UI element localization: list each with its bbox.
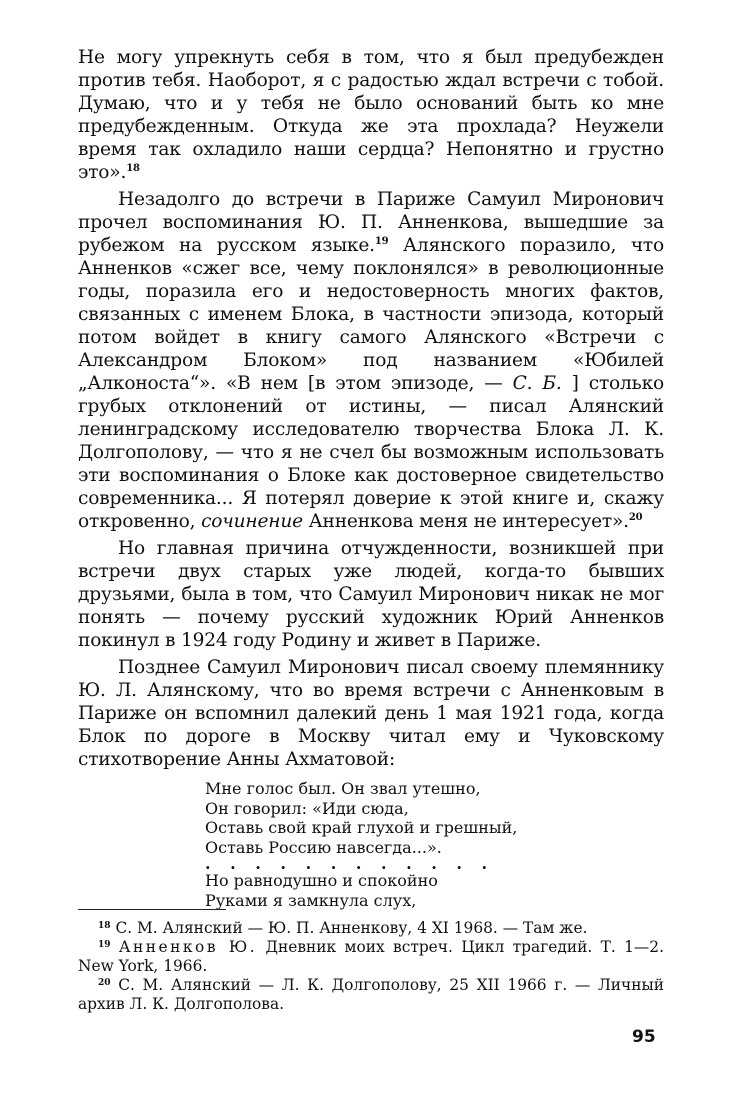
page-number: 95	[632, 1027, 656, 1047]
footnote-number: 19	[98, 940, 111, 950]
poem-quote	[205, 779, 664, 910]
footnote	[78, 919, 664, 938]
footnote-ref[interactable]: 18	[126, 163, 140, 174]
paragraph	[78, 46, 664, 184]
paragraph-text: Алянского поразило, что Анненков «сжег все, чему поклонялся» в революционные годы, поразила его и недостоверность многих фактов, связанных с именем Блока, в частности эпизода, который потом войдет в книгу самого Алянского «Встречи с Александром Блоком» под названием «Юбилей „Алконоста“». «В нем [в этом эпизоде, —	[78, 235, 664, 394]
poem-line: Он говорил: «Иди сюда,	[205, 798, 409, 818]
poem-line: Мне голос был. Он звал утешно,	[205, 779, 481, 798]
poem-line: Оставь свой край глухой и грешный,	[205, 818, 518, 837]
initials-italic: С. Б.	[512, 373, 562, 394]
poem-line: Оставь Россию навсегда...».	[205, 837, 442, 857]
footnote-text: Дневник моих встреч. Цикл трагедий. Т. 1—2. New York, 1966.	[78, 938, 664, 975]
footnote-ref[interactable]: 19	[374, 236, 389, 247]
footnote-number: 20	[98, 978, 111, 988]
paragraph: Позднее Самуил Миронович писал своему племяннику Ю. Л. Алянскому, что во время встречи с Анненковым в Париже он вспомнил далекий день 1 мая 1921 года, когда Блок по дороге в Москву читал ему и Чуковскому стихотворение Анны Ахматовой:	[78, 657, 664, 770]
paragraph-text: Не могу упрекнуть себя в том, что я был предубежден против тебя. Наоборот, я с радостью ждал встречи с тобой. Думаю, что и у тебя не было оснований быть ко мне предубежденным. Откуда же эта прохлада? Неужели время так охладило наши сердца? Непонятно и грустно это».	[78, 47, 664, 183]
footnote-divider	[78, 909, 226, 910]
footnote-number: 18	[98, 921, 111, 931]
emphasis-italic: сочинение	[201, 511, 303, 532]
paragraph-text: Анненкова меня не интересует».	[302, 511, 629, 532]
footnotes	[78, 919, 664, 1014]
paragraph	[78, 188, 664, 533]
poem-line: Но равнодушно и спокойно	[205, 871, 438, 890]
paragraph-text: ] столько грубых отклонений от истины, — писал Алянский ленинградскому исследователю творчества Блока Л. К. Долгополову, — что я не счел бы возможным использовать эти воспоминания о Блоке как достоверное свидетельство современника... Я потерял доверие к этой книге и, скажу откровенно,	[78, 373, 664, 532]
footnote-ref[interactable]: 20	[628, 512, 643, 523]
footnote-text: С. М. Алянский — Ю. П. Анненкову, 4 XI 1968. — Там же.	[115, 919, 588, 937]
poem-line: Руками я замкнула слух,	[205, 890, 417, 910]
paragraph: Но главная причина отчужденности, возникшей при встречи двух старых уже людей, когда-то бывших друзьями, была в том, что Самуил Миронович никак не мог понять — почему русский художник Юрий Анненков покинул в 1924 году Родину и живет в Париже.	[78, 538, 664, 651]
poem-ellipsis: . . . . . . . . . . . .	[205, 854, 495, 873]
footnote	[78, 976, 664, 1014]
paragraph-text: Незадолго до встречи в Париже Самуил Миронович прочел воспоминания Ю. П. Анненкова, вышедшие за рубежом на русском языке.	[78, 189, 664, 256]
footnote	[78, 938, 664, 976]
main-text	[78, 46, 664, 910]
footnote-author: Анненков Ю.	[118, 938, 258, 956]
footnote-text: С. М. Алянский — Л. К. Долгополову, 25 XII 1966 г. — Личный архив Л. К. Долгополова.	[78, 976, 664, 1013]
